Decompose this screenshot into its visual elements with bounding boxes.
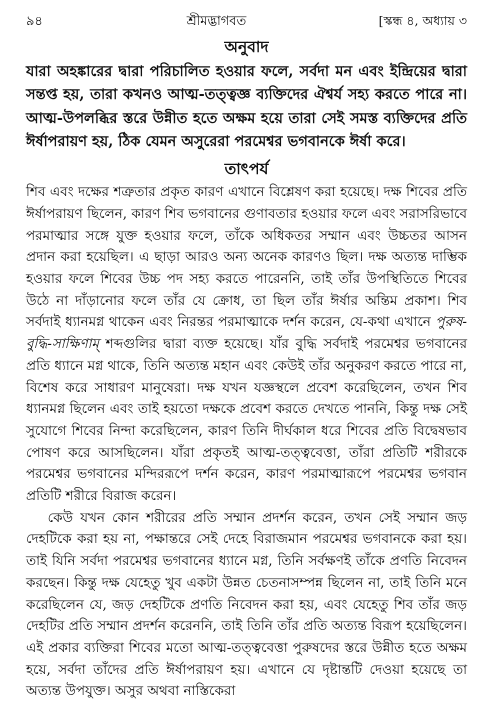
page-header <box>26 10 467 32</box>
translation-heading: অনুবাদ <box>224 37 269 56</box>
page-number: ৯৪ <box>26 14 43 29</box>
purport-paragraph-1 <box>26 182 467 508</box>
purport-paragraph-1-end: শব্দগুলির দ্বারা ব্যক্ত হয়েছে। যাঁর বুদ্ধি সর্বদাই পরমেশ্বর ভগবানের প্রতি ধ্যানে মগ্ন থাকে, তিনি অত্যন্ত মহান এবং কেউই তাঁর অনুকরণ করতে পারে না, বিশেষ করে সাধারণ মানুষেরা। দক্ষ যখন যজ্ঞস্থলে প্রবেশ করেছিলেন, তখন শিব ধ্যানমগ্ন ছিলেন এবং তাই হয়তো দক্ষকে প্রবেশ করতে দেখতে পাননি, কিন্তু দক্ষ সেই সুযোগে শিবের নিন্দা করেছিলেন, কারণ তিনি দীর্ঘকাল ধরে শিবের প্রতি বিদ্বেষভাব পোষণ করে আসছিলেন। যাঁরা প্রকৃতই আত্ম-তত্ত্ববেত্তা, তাঁরা প্রতিটি শরীরকে পরমেশ্বর ভগবানের মন্দিররূপে দর্শন করেন, কারণ পরমাত্মারূপে পরমেশ্বর ভগবান প্রতিটি শরীরে বিরাজ করেন। <box>26 336 467 505</box>
section-reference: [স্কন্ধ ৪, অধ্যায় ৩ <box>378 13 467 28</box>
purport-paragraph-1-start: শিব এবং দক্ষের শত্রুতার প্রকৃত কারণ এখানে বিশ্লেষণ করা হয়েছে। দক্ষ শিবের প্রতি ঈর্ষাপরায়ণ ছিলেন, কারণ শিব ভগবানের গুণাবতার হওয়ার ফলে এবং সরাসরিভাবে পরমাত্মার সঙ্গে যুক্ত হওয়ার ফলে, তাঁকে অধিকতর সম্মান এবং উচ্চতর আসন প্রদান করা হয়েছিল। এ ছাড়া আরও অন্য অনেক কারণও ছিল। দক্ষ অত্যন্ত দাম্ভিক হওয়ার ফলে শিবের উচ্চ পদ সহ্য করতে পারেননি, তাই তাঁর উপস্থিতিতে শিবের উঠে না দাঁড়ানোর ফলে তাঁর যে ক্রোধ, তা ছিল তাঁর ঈর্ষার অন্তিম প্রকাশ। শিব সর্বদাই ধ্যানমগ্ন থাকেন এবং নিরন্তর পরমাত্মাকে দর্শন করেন, যে-কথা এখানে <box>26 184 467 331</box>
translation-text: যারা অহঙ্কারের দ্বারা পরিচালিত হওয়ার ফলে, সর্বদা মন এবং ইন্দ্রিয়ের দ্বারা সন্তপ্ত হয়, তারা কখনও আত্ম-তত্ত্বজ্ঞ ব্যক্তিদের ঐশ্বর্য সহ্য করতে পারে না। আত্ম-উপলব্ধির স্তরে উন্নীত হতে অক্ষম হয়ে তারা সেই সমস্ত ব্যক্তিদের প্রতি ঈর্ষাপরায়ণ হয়, ঠিক যেমন অসুরেরা পরমেশ্বর ভগবানকে ঈর্ষা করে। <box>26 63 467 150</box>
purport-heading: তাৎপর্য <box>224 159 269 179</box>
purport-section <box>26 158 467 703</box>
running-title: শ্রীমদ্ভাগবত <box>186 14 247 29</box>
purport-sanskrit-term: পুরুষ-বুদ্ধি-সাক্ষিণাম্ <box>26 314 467 353</box>
purport-paragraph-2: কেউ যখন কোন শরীরের প্রতি সম্মান প্রদর্শন করেন, তখন সেই সম্মান জড় দেহটিকে করা হয় না, পক্ষান্তরে সেই দেহে বিরাজমান পরমেশ্বর ভগবানকে করা হয়। তাই যিনি সর্বদা পরমেশ্বর ভগবানের ধ্যানে মগ্ন, তিনি সর্বক্ষণই তাঁকে প্রণতি নিবেদন করছেন। কিন্তু দক্ষ যেহেতু খুব একটা উন্নত চেতনাসম্পন্ন ছিলেন না, তাই তিনি মনে করেছিলেন যে, জড় দেহটিকে প্রণতি নিবেদন করা হয়, এবং যেহেতু শিব তাঁর জড় দেহটির প্রতি সম্মান প্রদর্শন করেননি, তাই তিনি তাঁর প্রতি অত্যন্ত বিরূপ হয়েছিলেন। এই প্রকার ব্যক্তিরা শিবের মতো আত্ম-তত্ত্ববেত্তা পুরুষদের স্তরে উন্নীত হতে অক্ষম হয়ে, সর্বদা তাঁদের প্রতি ঈর্ষাপরায়ণ হয়। এখানে যে দৃষ্টান্তটি দেওয়া হয়েছে তা অত্যন্ত উপযুক্ত। অসুর অথবা নাস্তিকেরা <box>26 509 467 700</box>
translation-section <box>26 36 467 153</box>
